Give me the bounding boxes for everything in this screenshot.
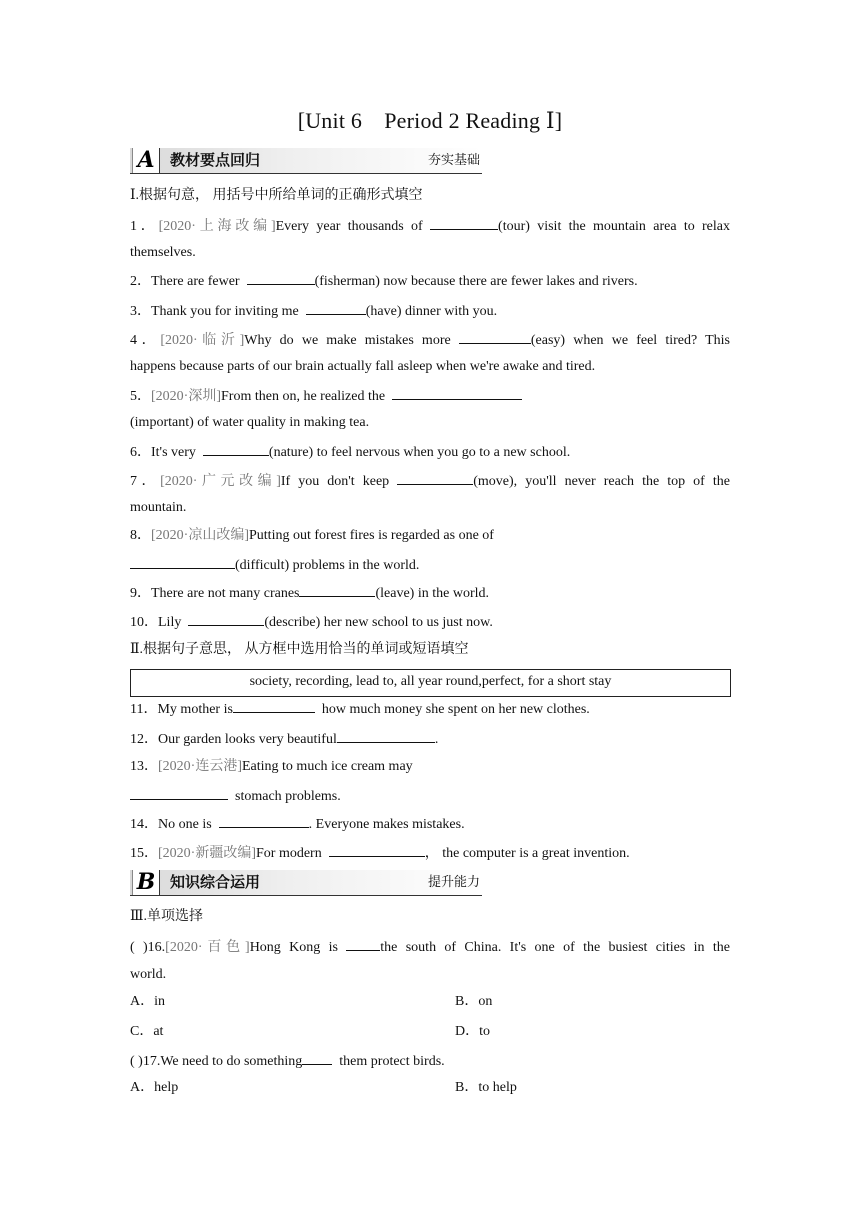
answer-blank[interactable] — [299, 583, 375, 597]
source-tag: [2020·凉山改编] — [151, 528, 249, 543]
question-12 — [130, 729, 730, 749]
answer-blank[interactable] — [430, 216, 498, 230]
section-b-letter-icon: B — [132, 870, 160, 895]
question-text: how much money she spent on her new clothes. — [321, 702, 590, 717]
question-number: 8． — [130, 528, 151, 543]
question-11 — [130, 699, 730, 719]
answer-blank[interactable] — [329, 843, 425, 857]
option-a[interactable]: A．in — [130, 994, 165, 1009]
question-text: If you don't keep — [280, 474, 390, 489]
answer-parens[interactable]: ( ) — [130, 940, 148, 955]
question-text: (easy) when we feel tired? This — [530, 333, 730, 348]
question-9 — [130, 583, 730, 603]
question-text: (fisherman) now because there are fewer lakes and rivers. — [314, 274, 638, 289]
question-5 — [130, 386, 730, 406]
section-a-title: 教材要点回归 — [170, 151, 261, 169]
option-c[interactable]: C．at — [130, 1024, 164, 1039]
question-text: ， the computer is a great invention. — [424, 846, 630, 861]
question-number: 5． — [130, 389, 151, 404]
question-number: 13． — [130, 759, 158, 774]
question-text: Eating to much ice cream may — [242, 759, 413, 774]
source-tag: [2020·广元改编] — [160, 474, 281, 489]
question-16 — [130, 937, 730, 957]
answer-blank[interactable] — [130, 555, 235, 569]
question-4 — [130, 330, 730, 350]
question-text: 17.We need to do something — [142, 1054, 303, 1069]
answer-blank[interactable] — [247, 271, 315, 285]
answer-blank[interactable] — [392, 386, 522, 400]
section-a-tag: 夯实基础 — [427, 153, 480, 168]
question-text: 9．There are not many cranes — [130, 586, 300, 601]
question-text: 10．Lily — [130, 615, 182, 630]
question-text: For modern — [256, 846, 322, 861]
question-text: 6．It's very — [130, 445, 196, 460]
question-4-cont: happens because parts of our brain actually fall asleep when we're awake and tired. — [130, 359, 596, 374]
question-8 — [130, 527, 730, 545]
option-b[interactable]: B．on — [455, 994, 493, 1009]
answer-blank[interactable] — [130, 786, 228, 800]
question-text: (nature) to feel nervous when you go to a new school. — [268, 445, 571, 460]
question-text: the south of China. It's one of the busiest cities in the — [380, 940, 730, 955]
question-number: 1． — [130, 219, 159, 234]
question-6 — [130, 442, 730, 462]
source-tag: [2020·临沂] — [160, 333, 245, 348]
part3-heading: Ⅲ.单项选择 — [130, 909, 204, 924]
question-text: Hong Kong is — [249, 940, 338, 955]
answer-blank[interactable] — [233, 699, 315, 713]
question-text: . Everyone makes mistakes. — [308, 817, 465, 832]
answer-parens[interactable]: ( ) — [130, 1054, 143, 1069]
answer-blank[interactable] — [346, 937, 380, 951]
answer-blank[interactable] — [302, 1051, 332, 1065]
question-text: (tour) visit the mountain area to relax — [498, 219, 731, 234]
question-5-cont: (important) of water quality in making tea. — [130, 415, 370, 430]
question-8-cont — [130, 555, 730, 575]
word-bank-box: society, recording, lead to, all year round,perfect, for a short stay — [130, 669, 731, 697]
question-text: (move), you'll never reach the top of the — [473, 474, 730, 489]
answer-blank[interactable] — [337, 729, 435, 743]
section-b-header — [130, 870, 482, 896]
question-text: . — [434, 732, 439, 747]
page-title: [Unit 6 Period 2 Reading Ⅰ] — [297, 108, 563, 133]
question-number: 7． — [130, 474, 161, 489]
source-tag: [2020·深圳] — [151, 389, 221, 404]
question-1-cont: themselves. — [130, 245, 196, 260]
question-16-cont: world. — [130, 967, 167, 982]
question-2 — [130, 271, 730, 291]
question-15 — [130, 843, 730, 863]
question-1 — [130, 216, 730, 236]
question-text: stomach problems. — [235, 789, 341, 804]
option-a[interactable]: A．help — [130, 1080, 179, 1095]
source-tag: [2020·连云港] — [158, 759, 242, 774]
question-number: 4． — [130, 333, 161, 348]
question-text: (difficult) problems in the world. — [235, 558, 420, 573]
part1-heading: Ⅰ.根据句意， 用括号中所给单词的正确形式填空 — [130, 188, 423, 203]
question-14 — [130, 814, 730, 834]
source-tag: [2020·百色] — [165, 940, 250, 955]
question-7 — [130, 471, 730, 491]
question-text: them protect birds. — [339, 1054, 445, 1069]
section-b-title: 知识综合运用 — [170, 873, 261, 891]
question-10 — [130, 612, 730, 632]
question-13-cont — [130, 786, 730, 806]
answer-blank[interactable] — [397, 471, 473, 485]
part2-heading: Ⅱ.根据句子意思， 从方框中选用恰当的单词或短语填空 — [130, 642, 469, 657]
question-13 — [130, 758, 730, 776]
question-text: 2．There are fewer — [130, 274, 240, 289]
question-text: From then on, he realized the — [221, 389, 386, 404]
option-d[interactable]: D．to — [455, 1024, 490, 1039]
question-text: (leave) in the world. — [375, 586, 489, 601]
section-a-header — [130, 148, 482, 174]
question-text: (have) dinner with you. — [365, 304, 498, 319]
section-b-tag: 提升能力 — [427, 875, 480, 890]
question-3 — [130, 301, 730, 321]
question-text: 3．Thank you for inviting me — [130, 304, 299, 319]
question-17 — [130, 1051, 730, 1071]
question-text: Every year thousands of — [275, 219, 423, 234]
answer-blank[interactable] — [188, 612, 264, 626]
answer-blank[interactable] — [459, 330, 531, 344]
source-tag: [2020·新疆改编] — [158, 846, 256, 861]
question-text: 11．My mother is — [130, 702, 233, 717]
answer-blank[interactable] — [219, 814, 309, 828]
question-number: 15． — [130, 846, 158, 861]
question-text: Why do we make mistakes more — [244, 333, 451, 348]
option-b[interactable]: B．to help — [455, 1080, 517, 1095]
answer-blank[interactable] — [306, 301, 366, 315]
question-text: 12．Our garden looks very beautiful — [130, 732, 337, 747]
section-a-letter-icon: A — [132, 148, 160, 173]
question-text: Putting out forest fires is regarded as one of — [249, 528, 494, 543]
question-7-cont: mountain. — [130, 500, 187, 515]
answer-blank[interactable] — [203, 442, 269, 456]
question-text: (describe) her new school to us just now. — [264, 615, 493, 630]
question-number: 16. — [147, 940, 166, 955]
source-tag: [2020·上海改编] — [158, 219, 276, 234]
question-text: 14．No one is — [130, 817, 212, 832]
